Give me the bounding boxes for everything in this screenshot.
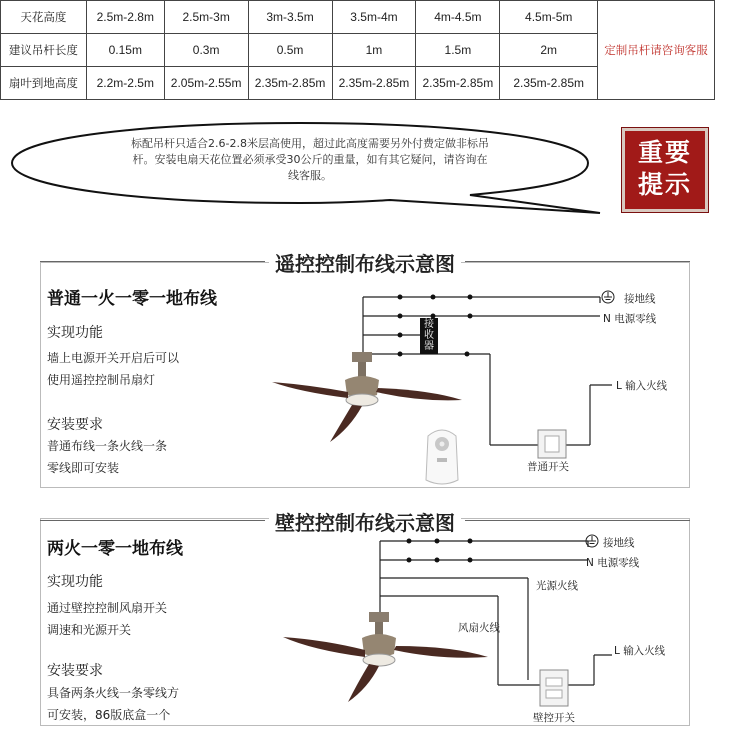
table-cell: 2.35m-2.85m xyxy=(248,67,332,100)
ceiling-fan-icon xyxy=(272,352,462,442)
table-cell: 2.35m-2.85m xyxy=(500,67,598,100)
remote-function-title: 实现功能 xyxy=(47,325,103,341)
notice-line: 杆。安装电扇天花位置必须承受30公斤的重量，如有其它疑问，请咨询在 xyxy=(132,153,488,166)
light-live-label: 光源火线 xyxy=(536,580,578,592)
wall-control-switch-icon xyxy=(540,670,568,706)
wall-heading: 两火一零一地布线 xyxy=(47,539,183,559)
row-label-blade-height: 扇叶到地高度 xyxy=(1,67,87,100)
text-line: 零线即可安装 xyxy=(47,461,120,475)
neutral-label: N 电源零线 xyxy=(603,313,657,325)
table-cell: 3m-3.5m xyxy=(248,1,332,34)
badge-line: 重要 xyxy=(637,138,692,167)
text-line: 通过壁控控制风扇开关 xyxy=(47,601,168,615)
text-line: 普通布线一条火线一条 xyxy=(47,439,168,453)
wall-install-title: 安装要求 xyxy=(47,663,103,679)
switch-icon xyxy=(538,430,566,458)
wall-switch-label: 壁控开关 xyxy=(533,712,575,724)
table-cell: 2.35m-2.85m xyxy=(332,67,416,100)
receiver-label: 接收器 xyxy=(424,319,434,352)
wall-wires xyxy=(380,541,612,685)
table-cell: 2.5m-2.8m xyxy=(86,1,164,34)
table-cell: 4.5m-5m xyxy=(500,1,598,34)
table-cell: 2.5m-3m xyxy=(164,1,248,34)
neutral-label: N 电源零线 xyxy=(586,557,640,569)
text-line: 调速和光源开关 xyxy=(47,623,132,637)
table-cell: 3.5m-4m xyxy=(332,1,416,34)
ground-label: 接地线 xyxy=(624,293,656,305)
section-title-text: 壁控控制布线示意图 xyxy=(269,511,461,535)
text-line: 具备两条火线一条零线方 xyxy=(47,686,180,700)
text-line: 可安装，86版底盒一个 xyxy=(47,708,171,722)
table-cell: 1m xyxy=(332,34,416,67)
remote-install-title: 安装要求 xyxy=(47,417,103,433)
remote-heading: 普通一火一零一地布线 xyxy=(47,289,217,309)
fan-live-label: 风扇火线 xyxy=(458,622,500,634)
live-label: L 输入火线 xyxy=(616,380,668,392)
table-cell: 0.15m xyxy=(86,34,164,67)
table-cell: 2.2m-2.5m xyxy=(86,67,164,100)
live-label: L 输入火线 xyxy=(614,645,666,657)
table-cell: 2.05m-2.55m xyxy=(164,67,248,100)
table-cell: 2.35m-2.85m xyxy=(416,67,500,100)
wall-junction-dots xyxy=(407,539,473,563)
switch-label: 普通开关 xyxy=(527,461,569,473)
row-label-rod-length: 建议吊杆长度 xyxy=(1,34,87,67)
custom-rod-note: 定制吊杆请咨询客服 xyxy=(598,1,715,100)
ground-symbol-icon xyxy=(602,291,614,303)
table-cell: 2m xyxy=(500,34,598,67)
row-label-ceiling-height: 天花高度 xyxy=(1,1,87,34)
table-cell: 1.5m xyxy=(416,34,500,67)
notice-line: 线客服。 xyxy=(288,169,332,182)
table-cell: 0.5m xyxy=(248,34,332,67)
text-line: 使用遥控控制吊扇灯 xyxy=(47,373,156,387)
ground-label: 接地线 xyxy=(603,537,635,549)
wall-function-title: 实现功能 xyxy=(47,574,103,590)
notice-line: 标配吊杆只适合2.6-2.8米层高使用，超过此高度需要另外付费定做非标吊 xyxy=(131,137,489,150)
table-cell: 4m-4.5m xyxy=(416,1,500,34)
table-cell: 0.3m xyxy=(164,34,248,67)
text-line: 墙上电源开关开启后可以 xyxy=(47,351,180,365)
remote-control-icon xyxy=(426,430,458,484)
remote-wires xyxy=(363,297,612,445)
badge-line: 提示 xyxy=(637,170,692,199)
section-title-text: 遥控控制布线示意图 xyxy=(269,252,461,276)
